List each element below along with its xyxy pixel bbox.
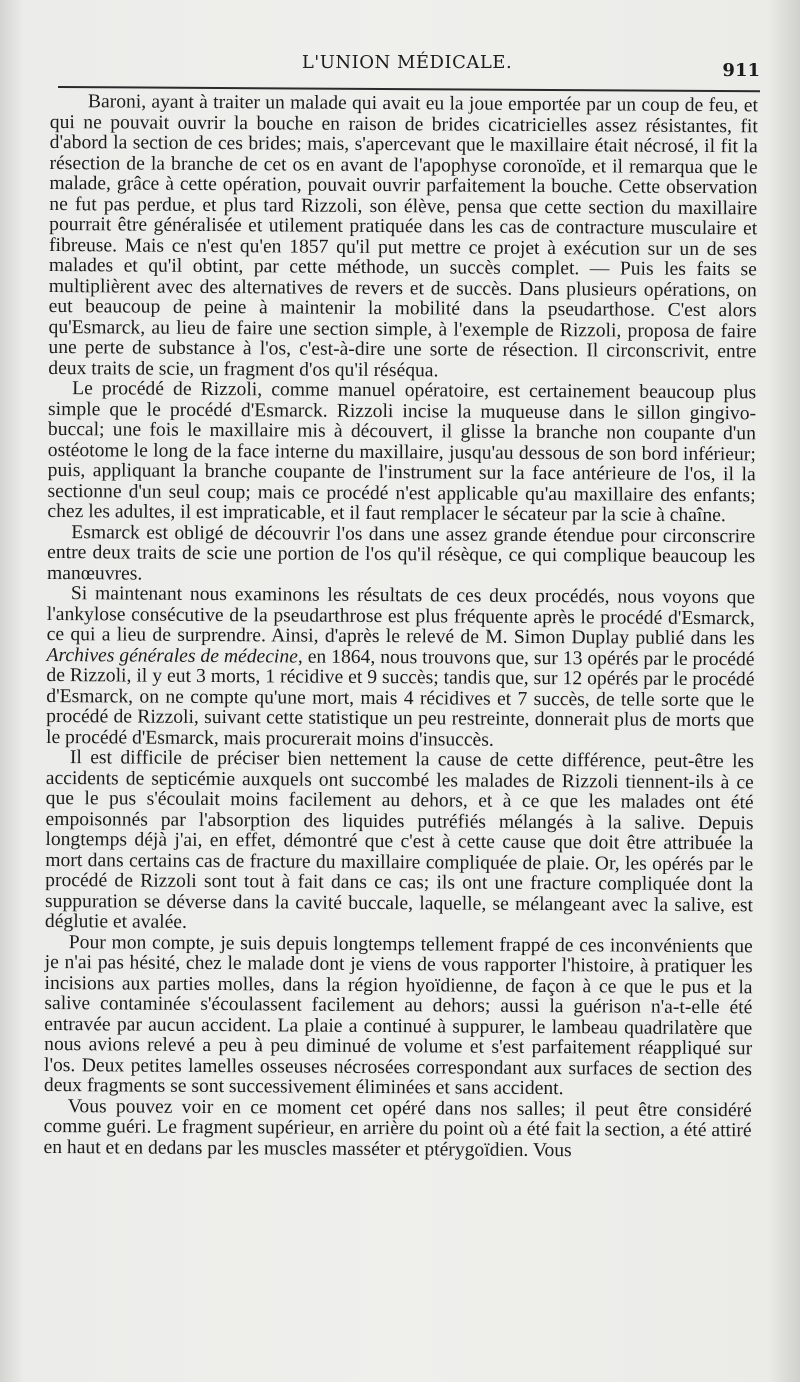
page-number: 911: [722, 60, 760, 81]
paragraph-7: Vous pouvez voir en ce moment cet opéré dans nos salles; il peut être considéré comme guéri. Le fragment supérieur, en arrière du point où a été fait la section, a été attiré en haut et en dedans par les muscles masséter et ptérygoïdien. Vous: [43, 1095, 752, 1161]
paragraph-4-text-before: Si maintenant nous examinons les résultats de ces deux procédés, nous voyons que l'ankylose consécutive de la pseudarthrose est plus fréquente après le procédé d'Esmarck, ce qui a lieu de surprendre. Ainsi, d'après le relevé de M. Simon Duplay publié dans les: [46, 583, 755, 650]
article-body: [43, 92, 757, 1162]
paragraph-4-text-after: , en 1864, nous trouvons que, sur 13 opérés par le procédé de Rizzoli, il y eut 3 morts, 1 récidive et 9 succès; tandis que, sur 12 opérés par le procédé d'Esmarck, on ne compte qu'une mort, mais 4 récidives et 7 succès, de telle sorte que le procédé de Rizzoli, suivant cette statistique un peu restreinte, donnerait plus de morts que le procédé d'Esmarck, mais procurerait moins d'insuccès.: [45, 646, 755, 751]
journal-title-italic: Archives générales de médecine: [46, 644, 298, 668]
page-header: [54, 46, 760, 86]
paragraph-3: Esmarck est obligé de découvrir l'os dans une assez grande étendue pour circonscrire entre deux traits de scie une portion de l'os qu'il résèque, ce qui complique beaucoup les manœuvres.: [46, 521, 756, 585]
paragraph-2: Le procédé de Rizzoli, comme manuel opératoire, est certainement beaucoup plus simple que le procédé d'Esmarck. Rizzoli incise la muqueuse dans le sillon gingivo-buccal; une fois le maxillaire mis à découvert, il glisse la branche non coupante d'un ostéotome le long de la face interne du maxillaire, jusqu'au dessous de son bord inférieur; puis, appliquant la branche coupante de l'instrument sur la face antérieure de l'os, il la sectionne d'un seul coup; mais ce procédé n'est applicable qu'au maxillaire des enfants; chez les adultes, il est impraticable, et il faut remplacer le sécateur par la scie à chaîne.: [47, 378, 757, 527]
paragraph-4: [46, 584, 755, 752]
paragraph-1: Baroni, ayant à traiter un malade qui avait eu la joue emportée par un coup de feu, et qui ne pouvait ouvrir la bouche en raison de brides cicatricielles assez résistantes, fit d'abord la section de ces brides; mais, s'apercevant que le maxillaire était nécrosé, il fit la résection de la branche de cet os en avant de l'apophyse coronoïde, et il remarqua que le malade, grâce à cette opération, pouvait ouvrir parfaitement la bouche. Cette observation ne fut pas perdue, et plus tard Rizzoli, son élève, pensa que cette section du maxillaire pourrait être généralisée et utilement pratiquée dans les cas de contracture musculaire et fibreuse. Mais ce n'est qu'en 1857 qu'il put mettre ce projet à exécution sur un de ses malades et qu'il obtint, par cette méthode, un succès complet. — Puis les faits se multiplièrent avec des alternatives de revers et de succès. Dans plusieurs opérations, on eut beaucoup de peine à maintenir la mobilité dans la pseudarthose. C'est alors qu'Esmarck, au lieu de faire une section simple, à l'exemple de Rizzoli, proposa de faire une perte de substance à l'os, c'est-à-dire une sorte de résection. Il circonscrivit, entre deux traits de scie, un fragment d'os qu'il réséqua.: [48, 91, 758, 381]
paragraph-5: Il est difficile de préciser bien nettement la cause de cette différence, peut-être les accidents de septicémie auxquels ont succombé les malades de Rizzoli tiennent-ils à ce que le pus s'écoulait moins facilement au dehors, et à ce que les malades ont été empoisonnés par l'absorption des liquides putréfiés mélangés à la salive. Depuis longtemps déjà j'ai, en effet, démontré que c'est à cette cause que doit être attribuée la mort dans certains cas de fracture du maxillaire compliquée de plaie. Or, les opérés par le procédé de Rizzoli sont tout à fait dans ce cas; ils ont une fracture compliquée dont la suppuration se déverse dans la cavité buccale, laquelle, se mélangeant avec la salive, est déglutie et avalée.: [44, 747, 754, 933]
paragraph-6: Pour mon compte, je suis depuis longtemps tellement frappé de ces inconvénients que je n'ai pas hésité, chez le malade dont je viens de vous rapporter l'histoire, à pratiquer les incisions aux parties molles, dans la région hyoïdienne, de façon à ce que le pus et la salive contaminée s'écoulassent facilement au dehors; aussi la guérison n'a-t-elle été entravée par aucun accident. La plaie a continué à suppurer, le lambeau quadrilatère que nous avions relevé a peu à peu diminué de volume et s'est parfaitement réappliqué sur l'os. Deux petites lamelles osseuses nécrosées correspondant aux surfaces de section des deux fragments se sont successivement éliminées et sans accident.: [43, 931, 753, 1100]
running-title: L'UNION MÉDICALE.: [301, 52, 513, 73]
